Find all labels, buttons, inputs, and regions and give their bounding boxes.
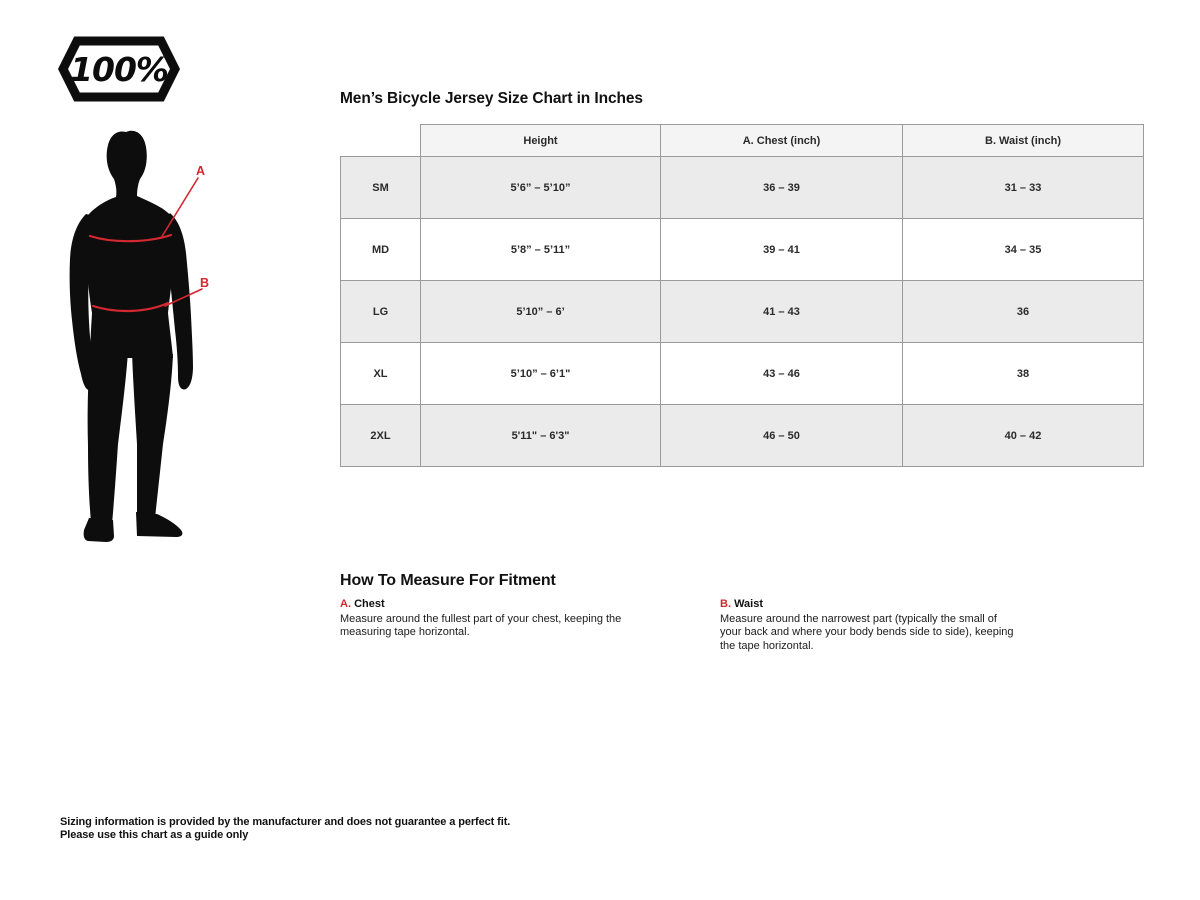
header-cell-chest: A. Chest (inch) — [661, 125, 903, 157]
disclaimer-line-1: Sizing information is provided by the manufacturer and does not guarantee a perfect fit. — [60, 816, 511, 828]
table-row — [341, 281, 1144, 343]
cell-chest: 46 – 50 — [661, 405, 903, 467]
size-table-body — [341, 157, 1144, 467]
logo-text: 100% — [70, 50, 168, 89]
disclaimer — [60, 816, 510, 841]
table-row — [341, 157, 1144, 219]
cell-chest: 41 – 43 — [661, 281, 903, 343]
row-size-label: XL — [341, 343, 421, 405]
measure-name-waist: Waist — [734, 598, 763, 610]
cell-height: 5’10” – 6’1" — [421, 343, 661, 405]
100-percent-logo-icon — [58, 32, 180, 106]
measure-text-chest: Measure around the fullest part of your chest, keeping the measuring tape horizontal. — [340, 612, 622, 638]
cell-waist: 40 – 42 — [903, 405, 1144, 467]
row-size-label: 2XL — [341, 405, 421, 467]
header-cell-height: Height — [421, 125, 661, 157]
row-size-label: LG — [341, 281, 421, 343]
measure-heading: How To Measure For Fitment — [340, 572, 556, 589]
label-b: B — [200, 276, 210, 290]
table-row — [341, 405, 1144, 467]
header-cell-blank — [341, 125, 421, 157]
cell-height: 5’10” – 6’ — [421, 281, 661, 343]
size-table-container — [340, 124, 1144, 467]
table-row — [341, 343, 1144, 405]
measure-item-waist — [720, 598, 1018, 653]
male-silhouette — [70, 131, 193, 542]
cell-chest: 36 – 39 — [661, 157, 903, 219]
cell-height: 5’6” – 5’10” — [421, 157, 661, 219]
measure-name-chest: Chest — [354, 598, 385, 610]
measure-item-title — [340, 598, 640, 612]
cell-chest: 39 – 41 — [661, 219, 903, 281]
cell-waist: 31 – 33 — [903, 157, 1144, 219]
measure-key-a: A. — [340, 598, 351, 610]
cell-waist: 38 — [903, 343, 1144, 405]
cell-chest: 43 – 46 — [661, 343, 903, 405]
size-table — [340, 124, 1144, 467]
table-row — [341, 219, 1144, 281]
size-table-header — [341, 125, 1144, 157]
measure-text-waist: Measure around the narrowest part (typically the small of your back and where your body bends side to side), keeping the tape horizontal. — [720, 612, 1014, 652]
cell-waist: 36 — [903, 281, 1144, 343]
row-size-label: SM — [341, 157, 421, 219]
cell-height: 5’8” – 5’11” — [421, 219, 661, 281]
male-silhouette-figure — [60, 108, 230, 558]
header-cell-waist: B. Waist (inch) — [903, 125, 1144, 157]
size-chart-title: Men’s Bicycle Jersey Size Chart in Inches — [340, 90, 643, 107]
measure-item-title — [720, 598, 1018, 612]
header-row — [341, 125, 1144, 157]
measure-item-chest — [340, 598, 640, 640]
cell-height: 5'11" – 6'3" — [421, 405, 661, 467]
row-size-label: MD — [341, 219, 421, 281]
cell-waist: 34 – 35 — [903, 219, 1144, 281]
measure-key-b: B. — [720, 598, 731, 610]
disclaimer-line-2: Please use this chart as a guide only — [60, 828, 249, 841]
label-a: A — [196, 164, 206, 178]
